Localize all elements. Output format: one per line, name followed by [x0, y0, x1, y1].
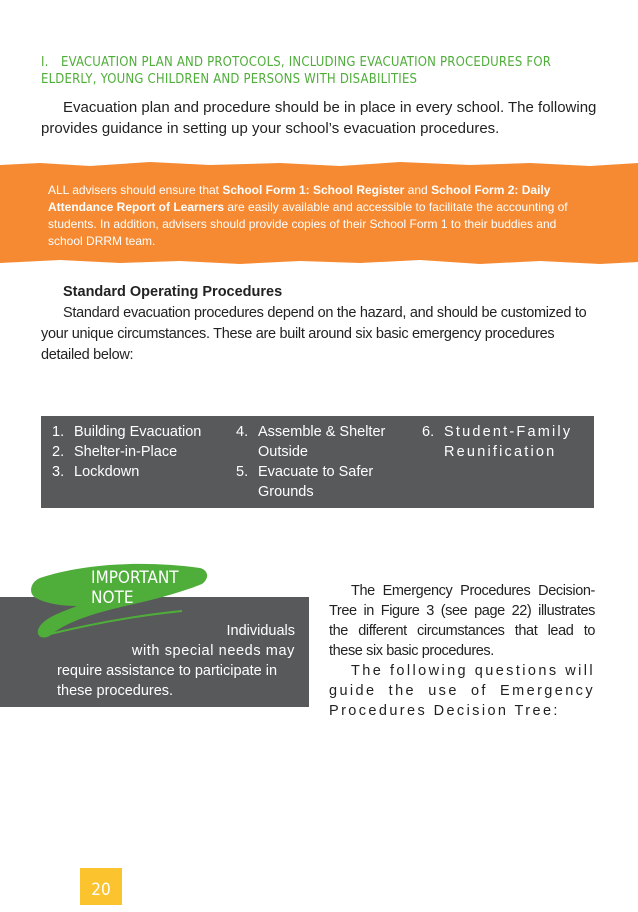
- note-label-line: NOTE: [91, 588, 134, 608]
- decision-tree-text: [329, 581, 595, 721]
- procedure-label: Student-Family Reunification: [444, 424, 573, 460]
- school-form-2: School Form 2: Daily Attendance Report of Learners: [48, 183, 551, 214]
- procedure-label: Building Evacuation: [74, 424, 202, 440]
- note-text-line: with special needs may: [131, 643, 295, 659]
- procedure-item: [236, 422, 411, 462]
- notice-text-part: are easily available and accessible to facilitate the accounting of students. In addition, advisers should provide copies of their School Form 1 to their buddies and school DRRM team.: [48, 200, 568, 248]
- procedure-number: 2.: [52, 444, 65, 460]
- procedure-item: [422, 422, 594, 462]
- procedures-column-3: [422, 422, 594, 462]
- important-note-text: [57, 621, 295, 701]
- procedure-number: 6.: [422, 424, 435, 440]
- school-form-1: School Form 1: School Register: [222, 183, 405, 197]
- notice-text: [48, 182, 593, 250]
- procedure-number: 3.: [52, 464, 65, 480]
- procedures-column-2: [236, 422, 411, 502]
- decision-tree-paragraph: The Emergency Procedures Decision-Tree in Figure 3 (see page 22) illustrates the different circumstances that lead to these six basic procedures.: [329, 583, 595, 659]
- procedure-label: Assemble & Shelter Outside: [258, 424, 386, 460]
- procedure-item: [52, 442, 227, 462]
- procedure-label: Evacuate to Safer Grounds: [258, 464, 374, 500]
- procedure-number: 4.: [236, 424, 249, 440]
- notice-text-part: and: [404, 183, 432, 197]
- section-number: I.: [41, 55, 49, 70]
- important-label-line: IMPORTANT: [91, 568, 179, 588]
- intro-paragraph: Evacuation plan and procedure should be in place in every school. The following provides guidance in setting up your school’s evacuation procedures.: [41, 99, 597, 137]
- torn-edge-top: [0, 160, 638, 168]
- procedure-label: Shelter-in-Place: [74, 444, 178, 460]
- procedure-number: 5.: [236, 464, 249, 480]
- procedure-item: [52, 462, 227, 482]
- procedure-item: [52, 422, 227, 442]
- note-text-line: Individuals: [226, 623, 295, 639]
- torn-edge-bottom: [0, 258, 638, 266]
- decision-tree-questions-intro: The following questions will guide the use of Emergency Procedures Decision Tree:: [329, 663, 595, 719]
- procedure-label: Lockdown: [74, 464, 140, 480]
- sop-title: Standard Operating Procedures: [63, 284, 283, 300]
- procedure-item: [236, 462, 411, 502]
- sop-body: Standard evacuation procedures depend on the hazard, and should be customized to your unique circumstances. These are built around six basic emergency procedures detailed below:: [41, 305, 587, 363]
- notice-text-part: ALL advisers should ensure that: [48, 183, 223, 197]
- procedure-number: 1.: [52, 424, 65, 440]
- procedures-column-1: [52, 422, 227, 482]
- page-number: 20: [80, 868, 122, 905]
- important-note-label: [91, 568, 179, 608]
- note-text-line: require assistance to participate in these procedures.: [57, 663, 278, 699]
- section-heading: [41, 54, 601, 88]
- section-heading-text: EVACUATION PLAN AND PROTOCOLS, INCLUDING EVACUATION PROCEDURES FOR ELDERLY, YOUNG CHILDREN AND PERSONS WITH DISABILITIES: [41, 55, 552, 87]
